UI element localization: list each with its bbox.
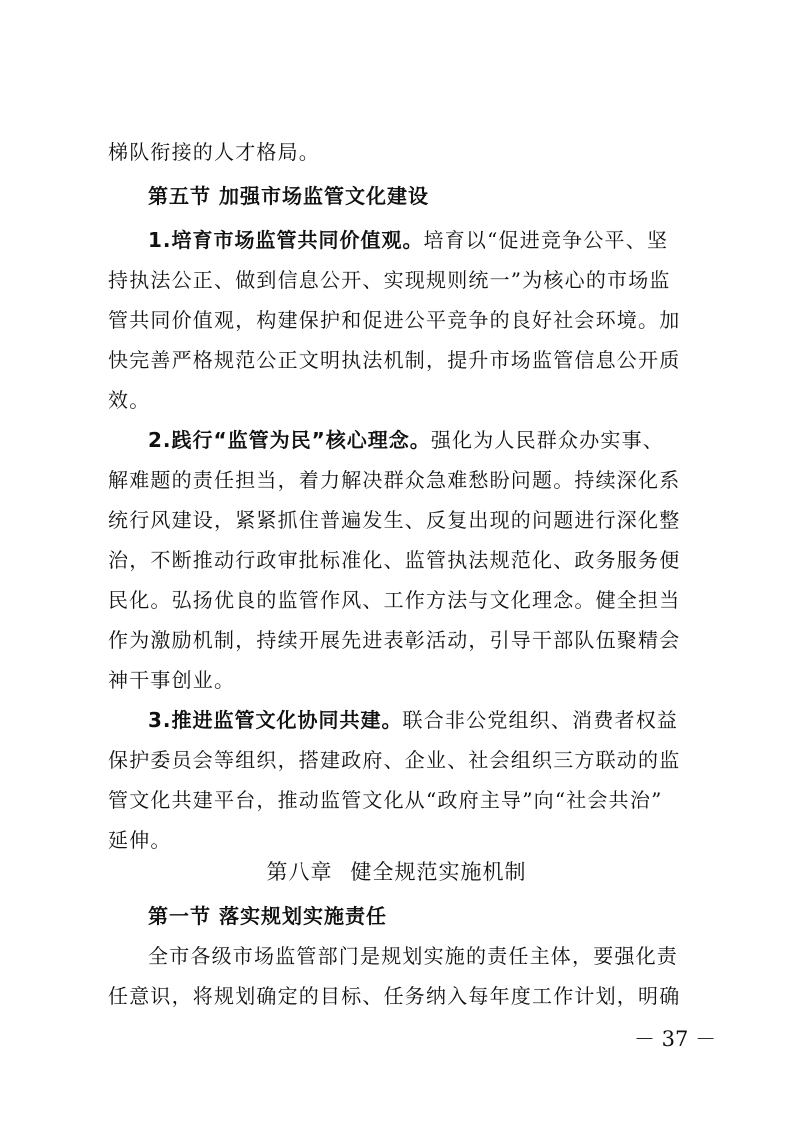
text-line: 任意识，将规划确定的目标、任务纳入每年度工作计划，明确 bbox=[108, 984, 681, 1008]
item-title: 1.培育市场监管共同价值观。 bbox=[148, 228, 424, 252]
text-line: 管文化共建平台，推动监管文化从“政府主导”向“社会共治” bbox=[108, 788, 663, 812]
text-line: 延伸。 bbox=[108, 828, 172, 852]
chapter-title: 健全规范实施机制 bbox=[350, 860, 527, 884]
text-line: 民化。弘扬优良的监管作风、工作方法与文化理念。健全担当 bbox=[108, 588, 681, 612]
chapter-number: 第八章 bbox=[266, 860, 333, 884]
text-line: 效。 bbox=[108, 388, 151, 412]
item-text: 强化为人民群众办实事、 bbox=[430, 428, 665, 452]
text-line: 保护委员会等组织，搭建政府、企业、社会组织三方联动的监 bbox=[108, 748, 681, 772]
item-text: 培育以“促进竞争公平、坚 bbox=[423, 228, 669, 252]
text-line: 统行风建设，紧紧抓住普遍发生、反复出现的问题进行深化整 bbox=[108, 508, 681, 532]
paragraph-line bbox=[148, 226, 668, 254]
paragraph-line bbox=[148, 706, 678, 734]
text-line: 管共同价值观，构建保护和促进公平竞争的良好社会环境。加 bbox=[108, 308, 681, 332]
item-text: 联合非公党组织、消费者权益 bbox=[402, 708, 679, 732]
paragraph-line bbox=[148, 426, 664, 454]
section-heading: 第五节 加强市场监管文化建设 bbox=[148, 184, 429, 208]
paragraph-line: 全市各级市场监管部门是规划实施的责任主体，要强化责 bbox=[148, 944, 678, 968]
text-line: 梯队衔接的人才格局。 bbox=[108, 140, 320, 164]
text-line: 作为激励机制，持续开展先进表彰活动，引导干部队伍聚精会 bbox=[108, 628, 681, 652]
chapter-heading bbox=[0, 858, 793, 886]
item-title: 3.推进监管文化协同共建。 bbox=[148, 708, 403, 732]
section-heading: 第一节 落实规划实施责任 bbox=[148, 904, 387, 928]
text-line: 解难题的责任担当，着力解决群众急难愁盼问题。持续深化系 bbox=[108, 468, 681, 492]
text-line: 快完善严格规范公正文明执法机制，提升市场监管信息公开质 bbox=[108, 348, 681, 372]
text-line: 神干事创业。 bbox=[108, 668, 236, 692]
text-line: 治，不断推动行政审批标准化、监管执法规范化、政务服务便 bbox=[108, 548, 681, 572]
item-title: 2.践行“监管为民”核心理念。 bbox=[148, 428, 431, 452]
page-number: － 37 － bbox=[634, 1027, 717, 1051]
text-line: 持执法公正、做到信息公开、实现规则统一”为核心的市场监 bbox=[108, 268, 671, 292]
